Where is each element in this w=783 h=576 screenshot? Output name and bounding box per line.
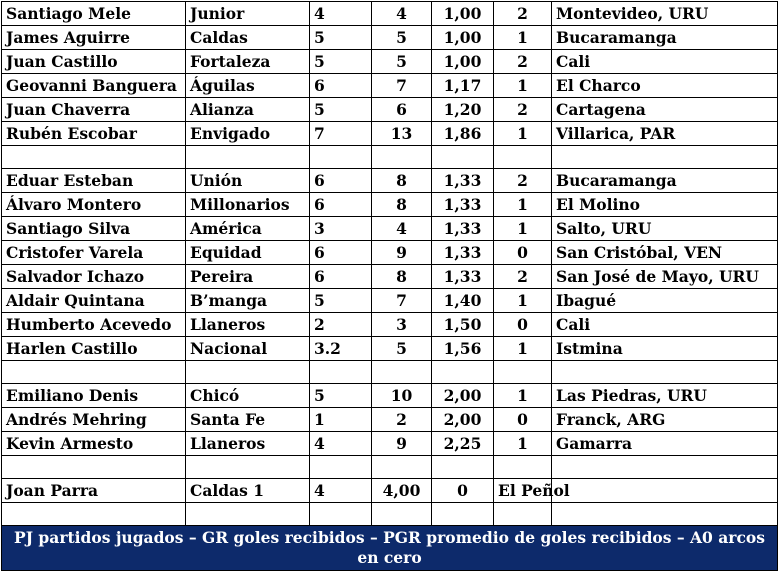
pgr-cell: 0: [432, 479, 494, 503]
pgr-cell: 1,20: [432, 98, 494, 122]
pj-cell: 5: [310, 98, 372, 122]
gr-cell: 4,00: [372, 479, 432, 503]
origin-cell: San José de Mayo, URU: [552, 265, 778, 289]
ao-cell: 1: [494, 337, 552, 361]
separator-cell: [552, 361, 778, 384]
player-name-cell: Álvaro Montero: [2, 193, 186, 217]
empty-cell: [552, 479, 778, 503]
player-name-cell: Juan Castillo: [2, 50, 186, 74]
pgr-cell: 1,33: [432, 217, 494, 241]
player-name-cell: Aldair Quintana: [2, 289, 186, 313]
team-cell: Pereira: [186, 265, 310, 289]
ao-cell: 1: [494, 217, 552, 241]
pj-cell: 6: [310, 169, 372, 193]
team-cell: América: [186, 217, 310, 241]
separator-cell: [494, 146, 552, 169]
player-name-cell: Salvador Ichazo: [2, 265, 186, 289]
ao-cell: 0: [494, 313, 552, 337]
pj-cell: 6: [310, 193, 372, 217]
pgr-cell: 2,00: [432, 384, 494, 408]
pgr-cell: 2,00: [432, 408, 494, 432]
ao-cell: 2: [494, 2, 552, 26]
separator-cell: [372, 146, 432, 169]
player-name-cell: Joan Parra: [2, 479, 186, 503]
separator-cell: [186, 146, 310, 169]
separator-cell: [494, 503, 552, 526]
ao-cell: 1: [494, 122, 552, 146]
separator-row: [2, 361, 778, 384]
pgr-cell: 1,33: [432, 265, 494, 289]
pgr-cell: 1,00: [432, 26, 494, 50]
gr-cell: 9: [372, 241, 432, 265]
player-name-cell: Harlen Castillo: [2, 337, 186, 361]
player-name-cell: Cristofer Varela: [2, 241, 186, 265]
origin-cell: Istmina: [552, 337, 778, 361]
legend-row: [2, 526, 778, 571]
separator-cell: [432, 456, 494, 479]
separator-cell: [186, 456, 310, 479]
ao-cell: 1: [494, 384, 552, 408]
pgr-cell: 1,86: [432, 122, 494, 146]
pj-cell: 6: [310, 74, 372, 98]
pgr-cell: 1,17: [432, 74, 494, 98]
player-name-cell: Juan Chaverra: [2, 98, 186, 122]
team-cell: Alianza: [186, 98, 310, 122]
origin-cell: Gamarra: [552, 432, 778, 456]
player-name-cell: Kevin Armesto: [2, 432, 186, 456]
ao-cell: 2: [494, 169, 552, 193]
pj-cell: 3: [310, 217, 372, 241]
separator-cell: [310, 456, 372, 479]
ao-cell: 2: [494, 265, 552, 289]
separator-cell: [2, 503, 186, 526]
pj-cell: 5: [310, 384, 372, 408]
gr-cell: 9: [372, 432, 432, 456]
pgr-cell: 1,56: [432, 337, 494, 361]
team-cell: Santa Fe: [186, 408, 310, 432]
team-cell: B’manga: [186, 289, 310, 313]
separator-cell: [372, 361, 432, 384]
gr-cell: 3: [372, 313, 432, 337]
pgr-cell: 1,33: [432, 169, 494, 193]
ao-cell: 0: [494, 241, 552, 265]
table-row: [2, 122, 778, 146]
separator-cell: [372, 503, 432, 526]
gr-cell: 8: [372, 265, 432, 289]
origin-cell: Villarica, PAR: [552, 122, 778, 146]
separator-cell: [552, 456, 778, 479]
table-row: [2, 265, 778, 289]
gr-cell: 4: [372, 2, 432, 26]
gr-cell: 2: [372, 408, 432, 432]
gr-cell: 8: [372, 169, 432, 193]
pgr-cell: 1,33: [432, 241, 494, 265]
table-row: [2, 479, 778, 503]
team-cell: Envigado: [186, 122, 310, 146]
pj-cell: 2: [310, 313, 372, 337]
origin-cell: El Molino: [552, 193, 778, 217]
table-row: [2, 217, 778, 241]
player-name-cell: Geovanni Banguera: [2, 74, 186, 98]
ao-cell: 1: [494, 432, 552, 456]
goalkeeper-stats-table: [1, 1, 778, 571]
origin-cell: Bucaramanga: [552, 169, 778, 193]
pgr-cell: 1,33: [432, 193, 494, 217]
separator-row: [2, 456, 778, 479]
player-name-cell: Humberto Acevedo: [2, 313, 186, 337]
ao-cell: 1: [494, 193, 552, 217]
table-row: [2, 432, 778, 456]
origin-cell: San Cristóbal, VEN: [552, 241, 778, 265]
team-cell: Equidad: [186, 241, 310, 265]
pj-cell: 7: [310, 122, 372, 146]
pgr-cell: 1,50: [432, 313, 494, 337]
team-cell: Llaneros: [186, 313, 310, 337]
separator-cell: [494, 456, 552, 479]
separator-cell: [432, 146, 494, 169]
pj-cell: 3.2: [310, 337, 372, 361]
pgr-cell: 2,25: [432, 432, 494, 456]
gr-cell: 4: [372, 217, 432, 241]
separator-cell: [186, 503, 310, 526]
team-cell: Llaneros: [186, 432, 310, 456]
table-row: [2, 26, 778, 50]
team-cell: Águilas: [186, 74, 310, 98]
gr-cell: 5: [372, 337, 432, 361]
gr-cell: 7: [372, 289, 432, 313]
origin-cell: Bucaramanga: [552, 26, 778, 50]
separator-cell: [552, 146, 778, 169]
player-name-cell: Andrés Mehring: [2, 408, 186, 432]
separator-cell: [2, 456, 186, 479]
origin-cell: Salto, URU: [552, 217, 778, 241]
table-row: [2, 241, 778, 265]
origin-cell: Franck, ARG: [552, 408, 778, 432]
pgr-cell: 1,00: [432, 2, 494, 26]
origin-cell: Cartagena: [552, 98, 778, 122]
table-row: [2, 50, 778, 74]
pj-cell: 5: [310, 50, 372, 74]
origin-cell: Montevideo, URU: [552, 2, 778, 26]
separator-row: [2, 503, 778, 526]
team-cell: Millonarios: [186, 193, 310, 217]
origin-cell: Ibagué: [552, 289, 778, 313]
table-row: [2, 408, 778, 432]
table-row: [2, 74, 778, 98]
pj-cell: 5: [310, 26, 372, 50]
pj-cell: 1: [310, 408, 372, 432]
gr-cell: 8: [372, 193, 432, 217]
player-name-cell: Santiago Mele: [2, 2, 186, 26]
separator-cell: [432, 503, 494, 526]
separator-cell: [494, 361, 552, 384]
player-name-cell: Eduar Esteban: [2, 169, 186, 193]
pgr-cell: 1,00: [432, 50, 494, 74]
table-row: [2, 337, 778, 361]
pj-cell: 5: [310, 289, 372, 313]
table-row: [2, 384, 778, 408]
origin-cell: El Peñol: [494, 479, 552, 503]
separator-cell: [372, 456, 432, 479]
ao-cell: 1: [494, 26, 552, 50]
separator-row: [2, 146, 778, 169]
pj-cell: 4: [310, 479, 372, 503]
separator-cell: [432, 361, 494, 384]
ao-cell: 1: [494, 289, 552, 313]
gr-cell: 5: [372, 50, 432, 74]
table-body: [2, 2, 778, 571]
gr-cell: 13: [372, 122, 432, 146]
table-row: [2, 98, 778, 122]
origin-cell: El Charco: [552, 74, 778, 98]
table-row: [2, 2, 778, 26]
gr-cell: 7: [372, 74, 432, 98]
team-cell: Unión: [186, 169, 310, 193]
gr-cell: 5: [372, 26, 432, 50]
gr-cell: 10: [372, 384, 432, 408]
player-name-cell: Emiliano Denis: [2, 384, 186, 408]
player-name-cell: James Aguirre: [2, 26, 186, 50]
ao-cell: 2: [494, 50, 552, 74]
table-row: [2, 289, 778, 313]
ao-cell: 1: [494, 74, 552, 98]
player-name-cell: Rubén Escobar: [2, 122, 186, 146]
separator-cell: [186, 361, 310, 384]
separator-cell: [310, 361, 372, 384]
pj-cell: 6: [310, 265, 372, 289]
pj-cell: 4: [310, 2, 372, 26]
origin-cell: Cali: [552, 50, 778, 74]
team-cell: Fortaleza: [186, 50, 310, 74]
separator-cell: [2, 146, 186, 169]
pj-cell: 4: [310, 432, 372, 456]
table-row: [2, 193, 778, 217]
player-name-cell: Santiago Silva: [2, 217, 186, 241]
origin-cell: Las Piedras, URU: [552, 384, 778, 408]
separator-cell: [2, 361, 186, 384]
pj-cell: 6: [310, 241, 372, 265]
table-row: [2, 169, 778, 193]
ao-cell: 2: [494, 98, 552, 122]
legend-text: PJ partidos jugados – GR goles recibidos – PGR promedio de goles recibidos – A0 arcos en cero: [2, 526, 778, 571]
team-cell: Nacional: [186, 337, 310, 361]
separator-cell: [552, 503, 778, 526]
table-row: [2, 313, 778, 337]
origin-cell: Cali: [552, 313, 778, 337]
pgr-cell: 1,40: [432, 289, 494, 313]
team-cell: Chicó: [186, 384, 310, 408]
ao-cell: 0: [494, 408, 552, 432]
team-cell: Caldas 1: [186, 479, 310, 503]
team-cell: Caldas: [186, 26, 310, 50]
team-cell: Junior: [186, 2, 310, 26]
gr-cell: 6: [372, 98, 432, 122]
separator-cell: [310, 503, 372, 526]
separator-cell: [310, 146, 372, 169]
